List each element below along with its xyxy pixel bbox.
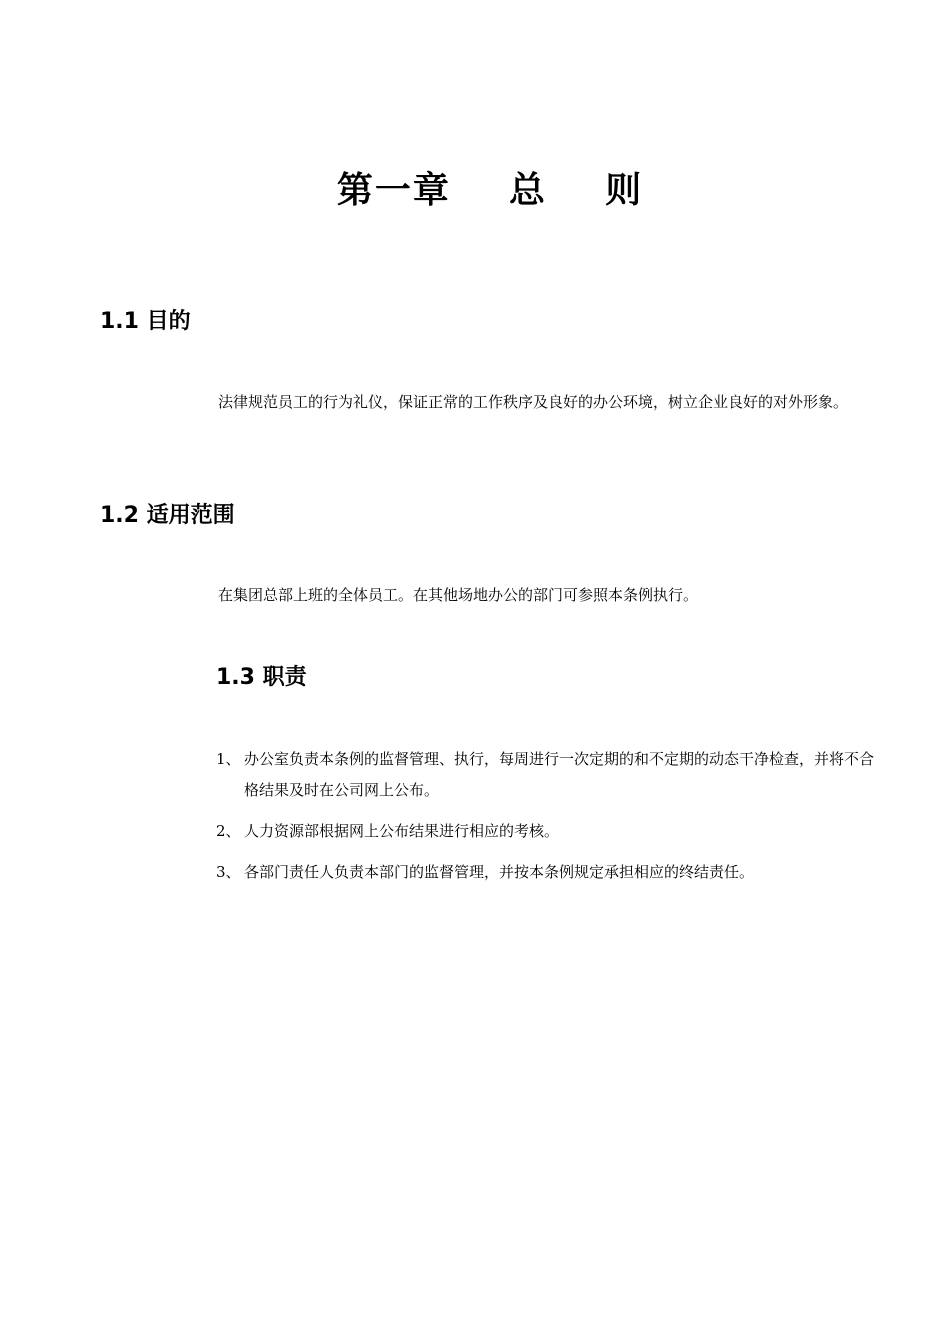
section-text-purpose: 法律规范员工的行为礼仪，保证正常的工作秩序及良好的办公环境，树立企业良好的对外形象。 <box>218 393 849 411</box>
section-text-scope: 在集团总部上班的全体员工。在其他场地办公的部门可参照本条例执行。 <box>218 586 699 604</box>
list-item <box>216 816 876 847</box>
chapter-title: 第一章 总 则 <box>336 169 644 211</box>
responsibilities-list <box>216 744 876 898</box>
list-item-text: 人力资源部根据网上公布结果进行相应的考核。 <box>244 822 560 840</box>
list-item-number: 2、 <box>216 822 241 840</box>
list-item-number: 3、 <box>216 863 241 881</box>
section-heading-scope: 1.2 适用范围 <box>100 503 235 528</box>
list-item-number: 1、 <box>216 750 241 768</box>
list-item <box>216 744 876 806</box>
section-heading-purpose: 1.1 目的 <box>100 309 191 334</box>
list-item <box>216 857 876 888</box>
list-item-text: 各部门责任人负责本部门的监督管理，并按本条例规定承担相应的终结责任。 <box>244 863 755 881</box>
section-heading-responsibilities: 1.3 职责 <box>216 665 307 690</box>
list-item-text: 办公室负责本条例的监督管理、执行，每周进行一次定期的和不定期的动态干净检查，并将不合格结果及时在公司网上公布。 <box>244 750 875 799</box>
